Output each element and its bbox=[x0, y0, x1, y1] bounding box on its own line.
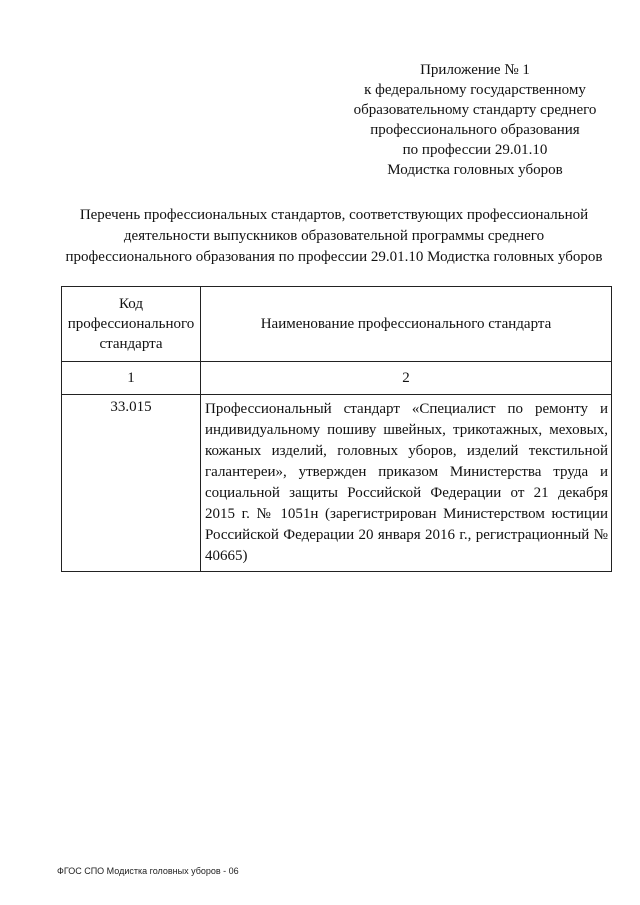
header-code-line: Код bbox=[119, 296, 143, 312]
appendix-line: Приложение № 1 bbox=[420, 62, 530, 78]
table-row bbox=[62, 395, 612, 572]
standard-code-cell: 33.015 bbox=[62, 395, 201, 572]
column-number-cell: 2 bbox=[201, 362, 612, 395]
title-line: Перечень профессиональных стандартов, соответствующих профессиональной bbox=[79, 207, 589, 223]
page-footer: ФГОС СПО Модистка головных уборов - 06 bbox=[57, 866, 239, 876]
document-title bbox=[50, 205, 618, 268]
standard-name-cell: Профессиональный стандарт «Специалист по ремонту и индивидуальному пошиву швейных, трикотажных, меховых, кожаных изделий, головных уборов, изделий текстильной галантереи», утвержден приказом Министерства труда и социальной защиты Российской Федерации от 21 декабря 2015 г. № 1051н (зарегистрирован Министерством юстиции Российской Федерации 20 января 2016 г., регистрационный № 40665) bbox=[201, 395, 612, 572]
standards-table bbox=[61, 286, 612, 572]
header-code-line: стандарта bbox=[99, 336, 163, 352]
header-code-line: профессионального bbox=[67, 316, 195, 332]
column-number-cell: 1 bbox=[62, 362, 201, 395]
appendix-line: по профессии 29.01.10 bbox=[402, 142, 548, 158]
appendix-block bbox=[330, 60, 620, 180]
title-line: деятельности выпускников образовательной программы среднего bbox=[123, 228, 545, 244]
appendix-line: Модистка головных уборов bbox=[387, 162, 563, 178]
header-name-cell: Наименование профессионального стандарта bbox=[201, 287, 612, 362]
appendix-line: к федеральному государственному bbox=[364, 82, 586, 98]
appendix-line: профессионального образования bbox=[370, 122, 580, 138]
table-header-row bbox=[62, 287, 612, 362]
title-line: профессионального образования по профессии 29.01.10 Модистка головных уборов bbox=[65, 249, 603, 265]
header-code-cell bbox=[62, 287, 201, 362]
column-number-row bbox=[62, 362, 612, 395]
appendix-line: образовательному стандарту среднего bbox=[353, 102, 597, 118]
